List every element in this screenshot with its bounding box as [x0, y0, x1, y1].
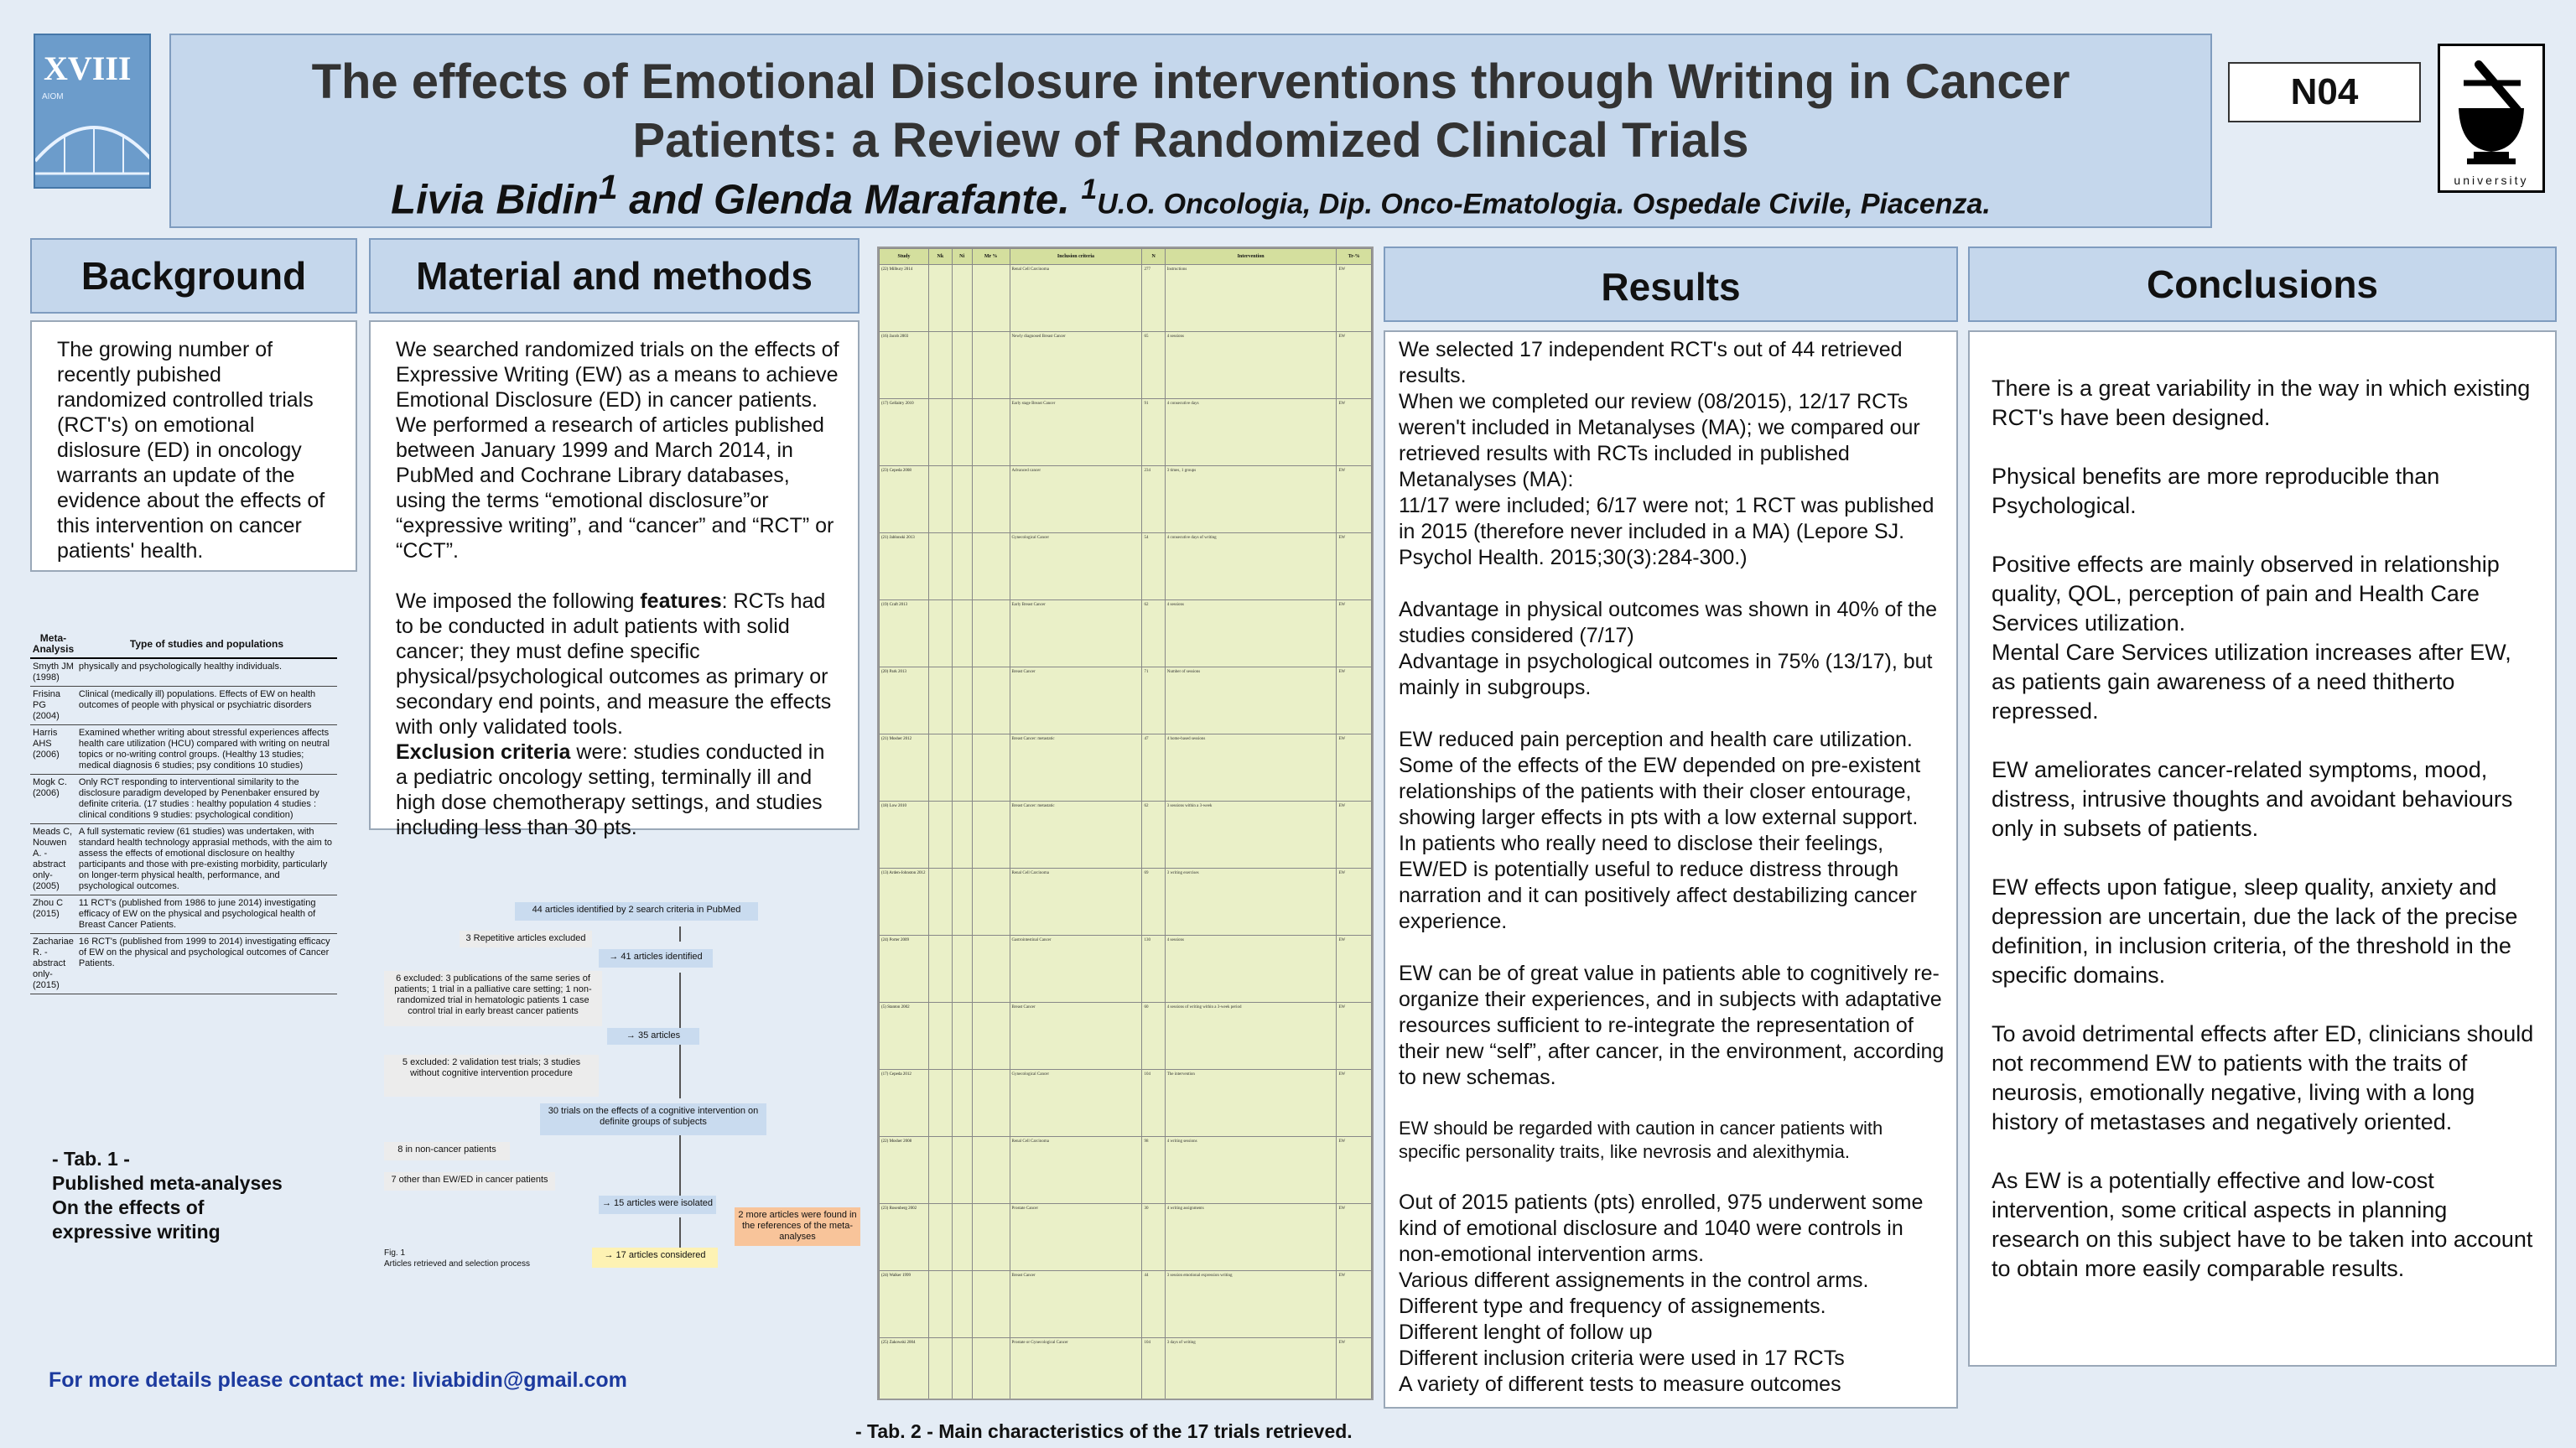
- flow-step-references: 2 more articles were found in the references of the meta-analyses: [735, 1207, 860, 1246]
- table2-cell: (21) Mosher 2012: [880, 734, 929, 802]
- table1-author-cell: Smyth JM (1998): [30, 658, 76, 687]
- background-text: The growing number of recently pubished randomized controlled trials (RCT's) on emotional dislosure (ED) in oncology warrants an update of the evidence about the effects of this intervention on cancer patients' health.: [30, 320, 357, 572]
- table2-cell: 234: [1142, 466, 1165, 533]
- table2-cell: (23) Rosenberg 2002: [880, 1204, 929, 1271]
- table2-cell: [929, 265, 953, 332]
- table2-cell: [972, 332, 1010, 399]
- table-row: [880, 936, 1372, 1003]
- table-row: [30, 895, 337, 934]
- table-row: [880, 1204, 1372, 1271]
- table-row: [880, 869, 1372, 936]
- conclusions-heading: Conclusions: [1968, 247, 2557, 322]
- table2-cell: [972, 1137, 1010, 1204]
- table-meta-analyses: [30, 631, 337, 994]
- table2-cell: 98: [1142, 1137, 1165, 1204]
- table2-cell: (19) Craft 2013: [880, 600, 929, 667]
- table2-cell: EW: [1337, 802, 1372, 869]
- table1-author-cell: Harris AHS (2006): [30, 725, 76, 775]
- poster-title-line1: The effects of Emotional Disclosure interventions through Writing in Cancer: [311, 54, 2070, 109]
- table-row: [880, 667, 1372, 734]
- table2-header: Tr-%: [1337, 249, 1372, 265]
- table2-cell: [952, 936, 972, 1003]
- table2-cell: EW: [1337, 1338, 1372, 1401]
- table2-cell: 3 days of writing: [1165, 1338, 1337, 1401]
- table2-cell: 4 sessions: [1165, 332, 1337, 399]
- table2-cell: [972, 600, 1010, 667]
- methods-text: [369, 320, 860, 839]
- table2-cell: EW: [1337, 265, 1372, 332]
- table-row: [30, 824, 337, 895]
- results-paragraph-4: EW can be of great value in patients able to cognitively re-organize their experiences, and in subjects with adaptative resources sufficient to re-integrate the representation of their new “self”, after cancer, in the environment, according to new schemas.: [1399, 962, 1945, 1089]
- table2-cell: 54: [1142, 533, 1165, 600]
- table2-cell: 47: [1142, 734, 1165, 802]
- table2-cell: (21) Jablonski 2013: [880, 533, 929, 600]
- table2-cell: Advanced cancer: [1010, 466, 1142, 533]
- table2-cell: [929, 1070, 953, 1137]
- table2-cell: [952, 802, 972, 869]
- table2-cell: [952, 1204, 972, 1271]
- table2-cell: 4 sessions of writing within a 3-week period: [1165, 1003, 1337, 1070]
- table1-author-cell: Zachariae R. -abstract only- (2015): [30, 934, 76, 994]
- table-row: [880, 1338, 1372, 1401]
- author-joiner: and Glenda Marafante.: [617, 177, 1082, 223]
- methods-heading: Material and methods: [369, 238, 860, 314]
- table-row: [880, 332, 1372, 399]
- table2-cell: 130: [1142, 936, 1165, 1003]
- table2-cell: 104: [1142, 1070, 1165, 1137]
- results-heading: Results: [1384, 247, 1958, 322]
- table2-cell: [972, 399, 1010, 466]
- table2-cell: [952, 1271, 972, 1338]
- table2-cell: [929, 869, 953, 936]
- table2-cell: (25) Zakowski 2004: [880, 1338, 929, 1401]
- table2-cell: [952, 332, 972, 399]
- table2-cell: [972, 466, 1010, 533]
- table2-cell: EW: [1337, 600, 1372, 667]
- table2-cell: 3 writing exercises: [1165, 869, 1337, 936]
- table2-cell: [929, 1338, 953, 1401]
- table2-cell: [952, 600, 972, 667]
- table2-cell: [972, 533, 1010, 600]
- table2-cell: [929, 734, 953, 802]
- table2-cell: 60: [1142, 1003, 1165, 1070]
- methods-p2-rest: : RCTs had to be conducted in adult patients with solid cancer; they must define specific physical/psychological outcomes as primary or secondary end points, and measure the effects with only validated tools.: [396, 589, 832, 739]
- poster-title-line2: Patients: a Review of Randomized Clinical Trials: [632, 113, 1749, 168]
- results-paragraph-6: Out of 2015 patients (pts) enrolled, 975 underwent some kind of emotional disclosure and 1040 were controls in non-emotional intervention arms. Various different assignements in the control arms. Different type and frequency of assignements. Different lenght of follow up Different inclusion criteria were used in 17 RCTs A variety of different tests to measure outcomes: [1399, 1191, 1924, 1396]
- table2-cell: EW: [1337, 667, 1372, 734]
- table-row: [880, 734, 1372, 802]
- table2-cell: Breast Cancer: [1010, 1271, 1142, 1338]
- methods-p3-bold: Exclusion criteria: [396, 740, 571, 764]
- mortar-pestle-icon: [2440, 49, 2542, 175]
- conclusions-paragraph-1: There is a great variability in the way in which existing RCT's have been designed.: [1992, 376, 2531, 430]
- table2-cell: 277: [1142, 265, 1165, 332]
- methods-paragraph-2: [396, 589, 839, 740]
- table2-cell: [972, 667, 1010, 734]
- table2-cell: EW: [1337, 1137, 1372, 1204]
- table2-cell: Breast Cancer: [1010, 667, 1142, 734]
- table2-cell: 30: [1142, 1204, 1165, 1271]
- logo-text: XVIII: [44, 49, 132, 87]
- table1-caption-line: expressive writing: [52, 1221, 221, 1243]
- table2-cell: [929, 1271, 953, 1338]
- methods-p2-bold: features: [640, 589, 722, 613]
- table1-caption: [52, 1147, 354, 1244]
- table-row: [880, 265, 1372, 332]
- table2-cell: (5) Stanton 2002: [880, 1003, 929, 1070]
- table2-cell: 4 home-based sessions: [1165, 734, 1337, 802]
- table2-cell: Breast Cancer: metastatic: [1010, 802, 1142, 869]
- table2-cell: [929, 1204, 953, 1271]
- table1-header: Type of studies and populations: [76, 631, 337, 658]
- table-row: [880, 1271, 1372, 1338]
- table2-cell: [952, 667, 972, 734]
- flow-step-35: → 35 articles: [607, 1028, 699, 1045]
- table2-header: N: [1142, 249, 1165, 265]
- flow-step-identified: 44 articles identified by 2 search criteria in PubMed: [515, 902, 758, 921]
- table2-cell: EW: [1337, 734, 1372, 802]
- table2-cell: [929, 667, 953, 734]
- conclusions-paragraph-6: To avoid detrimental effects after ED, clinicians should not recommend EW to patients with the traits of neurosis, emotionally negative, living with a long history of metastases and negatively oriented.: [1992, 1021, 2534, 1134]
- table1-desc-cell: Examined whether writing about stressful experiences affects health care utilization (HCU) compared with writing on neutral topics or no-writing control groups. (Healthy 13 studies; medical diagnosis 6 studies; psy conditions 10 studies): [76, 725, 337, 775]
- table2-cell: [972, 1271, 1010, 1338]
- table2-cell: [929, 802, 953, 869]
- table2-cell: [972, 869, 1010, 936]
- conclusions-paragraph-5: EW effects upon fatigue, sleep quality, anxiety and depression are uncertain, due the lack of the precise definition, in inclusion criteria, of the threshold in the specific domains.: [1992, 875, 2518, 988]
- flow-step-17: → 17 articles considered: [592, 1248, 718, 1268]
- flow-step-30: 30 trials on the effects of a cognitive intervention on definite groups of subjects: [540, 1103, 766, 1135]
- flow-step-repetitive: 3 Repetitive articles excluded: [460, 931, 592, 947]
- table2-cell: Instructions: [1165, 265, 1337, 332]
- table2-cell: Newly diagnosed Breast Cancer: [1010, 332, 1142, 399]
- table2-cell: [972, 936, 1010, 1003]
- table-row: [880, 1070, 1372, 1137]
- table2-cell: (20) Park 2013: [880, 667, 929, 734]
- table1-caption-line: On the effects of: [52, 1196, 205, 1218]
- conclusions-paragraph-7: As EW is a potentially effective and low-cost intervention, some critical aspects in planning research on this subject have to be taken into account to obtain more easily comparable results.: [1992, 1168, 2533, 1281]
- table2-header: Ni: [952, 249, 972, 265]
- flow-step-non-cancer: 8 in non-cancer patients: [384, 1142, 510, 1160]
- table2-cell: [929, 600, 953, 667]
- table2-cell: [929, 399, 953, 466]
- table-trials: [877, 247, 1374, 1400]
- results-text: [1384, 330, 1958, 1409]
- table-row: [880, 1137, 1372, 1204]
- table2-cell: Gynecological Cancer: [1010, 1070, 1142, 1137]
- contact-line: For more details please contact me: liviabidin@gmail.com: [49, 1368, 627, 1392]
- university-logo-text: university: [2454, 174, 2529, 187]
- table1-desc-cell: Clinical (medically ill) populations. Effects of EW on health outcomes of people with physical or psychiatric disorders: [76, 687, 337, 725]
- affiliation-sup: 1: [1081, 174, 1098, 205]
- table1-author-cell: Zhou C (2015): [30, 895, 76, 934]
- table2-cell: Prostate Cancer: [1010, 1204, 1142, 1271]
- table2-cell: Breast Cancer: [1010, 1003, 1142, 1070]
- methods-paragraph-3: [396, 740, 839, 840]
- table2-cell: [972, 1070, 1010, 1137]
- table1-desc-cell: 16 RCT's (published from 1999 to 2014) investigating efficacy of EW on the physical and psychological outcomes of Cancer Patients.: [76, 934, 337, 994]
- table2-cell: [972, 802, 1010, 869]
- table2-cell: 4 writing assignments: [1165, 1204, 1337, 1271]
- table1-author-cell: Mogk C. (2006): [30, 775, 76, 824]
- table2-cell: EW: [1337, 533, 1372, 600]
- table1-author-cell: Frisina PG (2004): [30, 687, 76, 725]
- table2-cell: 69: [1142, 869, 1165, 936]
- table2-cell: [952, 1003, 972, 1070]
- table2-cell: EW: [1337, 466, 1372, 533]
- table-row: [30, 775, 337, 824]
- table2-cell: 4 writing sessions: [1165, 1137, 1337, 1204]
- table-row: [30, 725, 337, 775]
- table2-cell: EW: [1337, 869, 1372, 936]
- table2-cell: 71: [1142, 667, 1165, 734]
- table-row: [880, 466, 1372, 533]
- table2-cell: [952, 533, 972, 600]
- table2-cell: Renal Cell Carcinoma: [1010, 265, 1142, 332]
- table2-caption: - Tab. 2 - Main characteristics of the 17 trials retrieved.: [855, 1420, 1353, 1442]
- flow-arrow: [679, 1217, 681, 1251]
- table2-cell: [972, 1204, 1010, 1271]
- table2-cell: Gynecological Cancer: [1010, 533, 1142, 600]
- table2-cell: 4 sessions: [1165, 936, 1337, 1003]
- table1-author-cell: Meads C, Nouwen A. -abstract only- (2005): [30, 824, 76, 895]
- table2-cell: [929, 1003, 953, 1070]
- table2-cell: Renal Cell Carcinoma: [1010, 1137, 1142, 1204]
- table2-cell: [929, 533, 953, 600]
- table2-cell: Breast Cancer: metastatic: [1010, 734, 1142, 802]
- figure-label: Fig. 1: [384, 1248, 406, 1258]
- table2-cell: 3 times, 1 groups: [1165, 466, 1337, 533]
- table2-cell: [972, 1338, 1010, 1401]
- table2-cell: (18) Low 2010: [880, 802, 929, 869]
- table2-header: Nk: [929, 249, 953, 265]
- conclusions-paragraph-4: EW ameliorates cancer-related symptoms, mood, distress, intrusive thoughts and avoidant behaviours only in subsets of patients.: [1992, 757, 2513, 841]
- table2-cell: 91: [1142, 399, 1165, 466]
- conclusions-text: [1968, 330, 2557, 1367]
- table2-cell: 65: [1142, 332, 1165, 399]
- table1-header: Meta-Analysis: [30, 631, 76, 658]
- logo-subtext: AIOM: [42, 92, 64, 101]
- methods-paragraph-1: We searched randomized trials on the effects of Expressive Writing (EW) as a means to achieve Emotional Disclosure (ED) in cancer patients. We performed a research of articles published between January 1999 and March 2014, in PubMed and Cochrane Library databases, using the terms “emotional disclosure”or “expressive writing”, and “cancer” and “RCT” or “CCT”.: [396, 338, 839, 563]
- flow-step-other: 7 other than EW/ED in cancer patients: [384, 1172, 555, 1191]
- table2-cell: [929, 466, 953, 533]
- results-paragraph-2: Advantage in physical outcomes was shown in 40% of the studies considered (7/17) Advantage in psychological outcomes in 75% (13/17), but mainly in subgroups.: [1399, 598, 1938, 699]
- affiliation: U.O. Oncologia, Dip. Onco-Ematologia. Ospedale Civile, Piacenza.: [1097, 188, 1991, 221]
- table-row: [30, 934, 337, 994]
- table2-cell: 62: [1142, 600, 1165, 667]
- table1-caption-line: Published meta-analyses: [52, 1172, 283, 1194]
- table2-cell: EW: [1337, 399, 1372, 466]
- conference-logo: [34, 34, 151, 189]
- table2-cell: (22) Milbury 2014: [880, 265, 929, 332]
- table2-cell: (17) Gellaitry 2010: [880, 399, 929, 466]
- table-row: [880, 533, 1372, 600]
- table2-header: Mr %: [972, 249, 1010, 265]
- table2-cell: Renal Cell Carcinoma: [1010, 869, 1142, 936]
- flow-step-41: → 41 articles identified: [599, 949, 713, 968]
- table2-cell: EW: [1337, 936, 1372, 1003]
- table2-cell: [952, 1070, 972, 1137]
- flow-step-15: → 15 articles were isolated: [599, 1196, 716, 1214]
- table1-caption-line: - Tab. 1 -: [52, 1148, 130, 1170]
- table2-cell: Early stage Breast Cancer: [1010, 399, 1142, 466]
- table1-desc-cell: Only RCT responding to interventional similarity to the disclosure paradigm developed by Penenbaker ensured by definite criteria. (17 studies : healthy population 4 studies : clinical conditions 9 studies: psychological condition): [76, 775, 337, 824]
- table2-header: Intervention: [1165, 249, 1337, 265]
- table2-cell: [952, 869, 972, 936]
- figure-caption: [384, 1248, 530, 1269]
- results-paragraph-5: EW should be regarded with caution in cancer patients with specific personality traits, like nevrosis and alexithymia.: [1399, 1118, 1883, 1162]
- table2-cell: 104: [1142, 1338, 1165, 1401]
- table-row: [30, 658, 337, 687]
- university-logo: [2438, 44, 2545, 193]
- table2-cell: 3 sessions within a 3-week: [1165, 802, 1337, 869]
- author-1-sup: 1: [598, 168, 618, 206]
- table2-cell: EW: [1337, 1271, 1372, 1338]
- table2-cell: [972, 265, 1010, 332]
- table2-cell: The intervention: [1165, 1070, 1337, 1137]
- conclusions-paragraph-3: Positive effects are mainly observed in relationship quality, QOL, perception of pain and Health Care Services utilization. Mental Care Services utilization increases after EW, as patients gain awareness of a need thitherto repressed.: [1992, 552, 2511, 724]
- table2-cell: EW: [1337, 1003, 1372, 1070]
- table2-cell: (23) Cepeda 2008: [880, 466, 929, 533]
- table2-cell: (17) Cepeda 2012: [880, 1070, 929, 1137]
- table2-cell: [929, 936, 953, 1003]
- table-row: [30, 687, 337, 725]
- conclusions-paragraph-2: Physical benefits are more reproducible than Psychological.: [1992, 464, 2440, 518]
- title-banner: [169, 34, 2212, 228]
- flow-step-excluded-5: 5 excluded: 2 validation test trials; 3 studies without cognitive intervention procedure: [384, 1055, 599, 1097]
- background-heading: Background: [30, 238, 357, 314]
- table2-cell: [952, 399, 972, 466]
- table2-cell: [952, 466, 972, 533]
- table2-cell: (24) Walker 1999: [880, 1271, 929, 1338]
- table2-header: Inclusion criteria: [1010, 249, 1142, 265]
- table2-cell: Early Breast Cancer: [1010, 600, 1142, 667]
- flow-step-excluded-6: 6 excluded: 3 publications of the same series of patients; 1 trial in a palliative care setting; 1 non-randomized trial in hematologic patients 1 case control trial in early breast cancer patients: [384, 971, 602, 1026]
- table2-cell: 4 consecutive days of writing: [1165, 533, 1337, 600]
- table-row: [880, 802, 1372, 869]
- table-row: [880, 1003, 1372, 1070]
- table2-cell: [952, 1137, 972, 1204]
- table2-cell: EW: [1337, 1204, 1372, 1271]
- table2-cell: 4 consecutive days: [1165, 399, 1337, 466]
- table2-cell: 3 session emotional expression writing: [1165, 1271, 1337, 1338]
- table2-cell: [972, 734, 1010, 802]
- authors-line: [171, 168, 2210, 223]
- flow-arrow: [679, 926, 681, 942]
- table2-cell: Number of sessions: [1165, 667, 1337, 734]
- table2-cell: [952, 265, 972, 332]
- results-paragraph-3: EW reduced pain perception and health care utilization. Some of the effects of the EW depended on pre-existent relationships of the patients with their closer entourage, showing larger effects in pts with a low external support. In patients who really need to disclose their feelings, EW/ED is potentially useful to reduce distress through narration and it can positively affect destabilizing cancer experience.: [1399, 728, 1921, 933]
- author-1: Livia Bidin: [391, 177, 599, 223]
- methods-p3-rest: were: studies conducted in a pediatric oncology setting, terminally ill and high dose chemotherapy settings, and studies including less than 30 pts.: [396, 740, 825, 839]
- table2-cell: (16) Jacob 2003: [880, 332, 929, 399]
- table-row: [880, 399, 1372, 466]
- table2-cell: 44: [1142, 1271, 1165, 1338]
- poster-code: N04: [2228, 62, 2421, 122]
- results-paragraph-1: We selected 17 independent RCT's out of 44 retrieved results. When we completed our review (08/2015), 12/17 RCTs weren't included in Metanalyses (MA); we compared our retrieved results with RCTs included in published Metanalyses (MA): 11/17 were included; 6/17 were not; 1 RCT was published in 2015 (therefore never included in a MA) (Lepore SJ. Psychol Health. 2015;30(3):284-300.): [1399, 338, 1935, 569]
- flow-arrow: [679, 1132, 681, 1199]
- table1-desc-cell: A full systematic review (61 studies) was undertaken, with standard health technology apprasial methods, with the aim to assess the effects of emotional disclosure on healthy participants and those with pre-existing morbidity, particularly on longer-term physical health, performance, and psychological outcomes.: [76, 824, 337, 895]
- methods-p2-lead: We imposed the following: [396, 589, 641, 613]
- table2-cell: (13) Arden-Johnston 2012: [880, 869, 929, 936]
- table2-cell: [952, 734, 972, 802]
- table2-cell: 4 sessions: [1165, 600, 1337, 667]
- table2-cell: EW: [1337, 1070, 1372, 1137]
- table2-cell: [929, 1137, 953, 1204]
- table-row: [880, 600, 1372, 667]
- table2-cell: (22) Mosher 2008: [880, 1137, 929, 1204]
- table2-cell: Prostate or Gynecological Cancer: [1010, 1338, 1142, 1401]
- table1-desc-cell: 11 RCT's (published from 1986 to june 2014) investigating efficacy of EW on the physical and psychological health of Breast Cancer Patients.: [76, 895, 337, 934]
- table2-cell: [929, 332, 953, 399]
- table2-cell: [972, 1003, 1010, 1070]
- table2-cell: EW: [1337, 332, 1372, 399]
- table2-cell: [952, 1338, 972, 1401]
- table1-desc-cell: physically and psychologically healthy individuals.: [76, 658, 337, 687]
- figure-caption-text: Articles retrieved and selection process: [384, 1259, 530, 1269]
- table2-cell: Gastrointestinal Cancer: [1010, 936, 1142, 1003]
- table2-cell: 62: [1142, 802, 1165, 869]
- table2-cell: (24) Porter 2009: [880, 936, 929, 1003]
- table2-header: Study: [880, 249, 929, 265]
